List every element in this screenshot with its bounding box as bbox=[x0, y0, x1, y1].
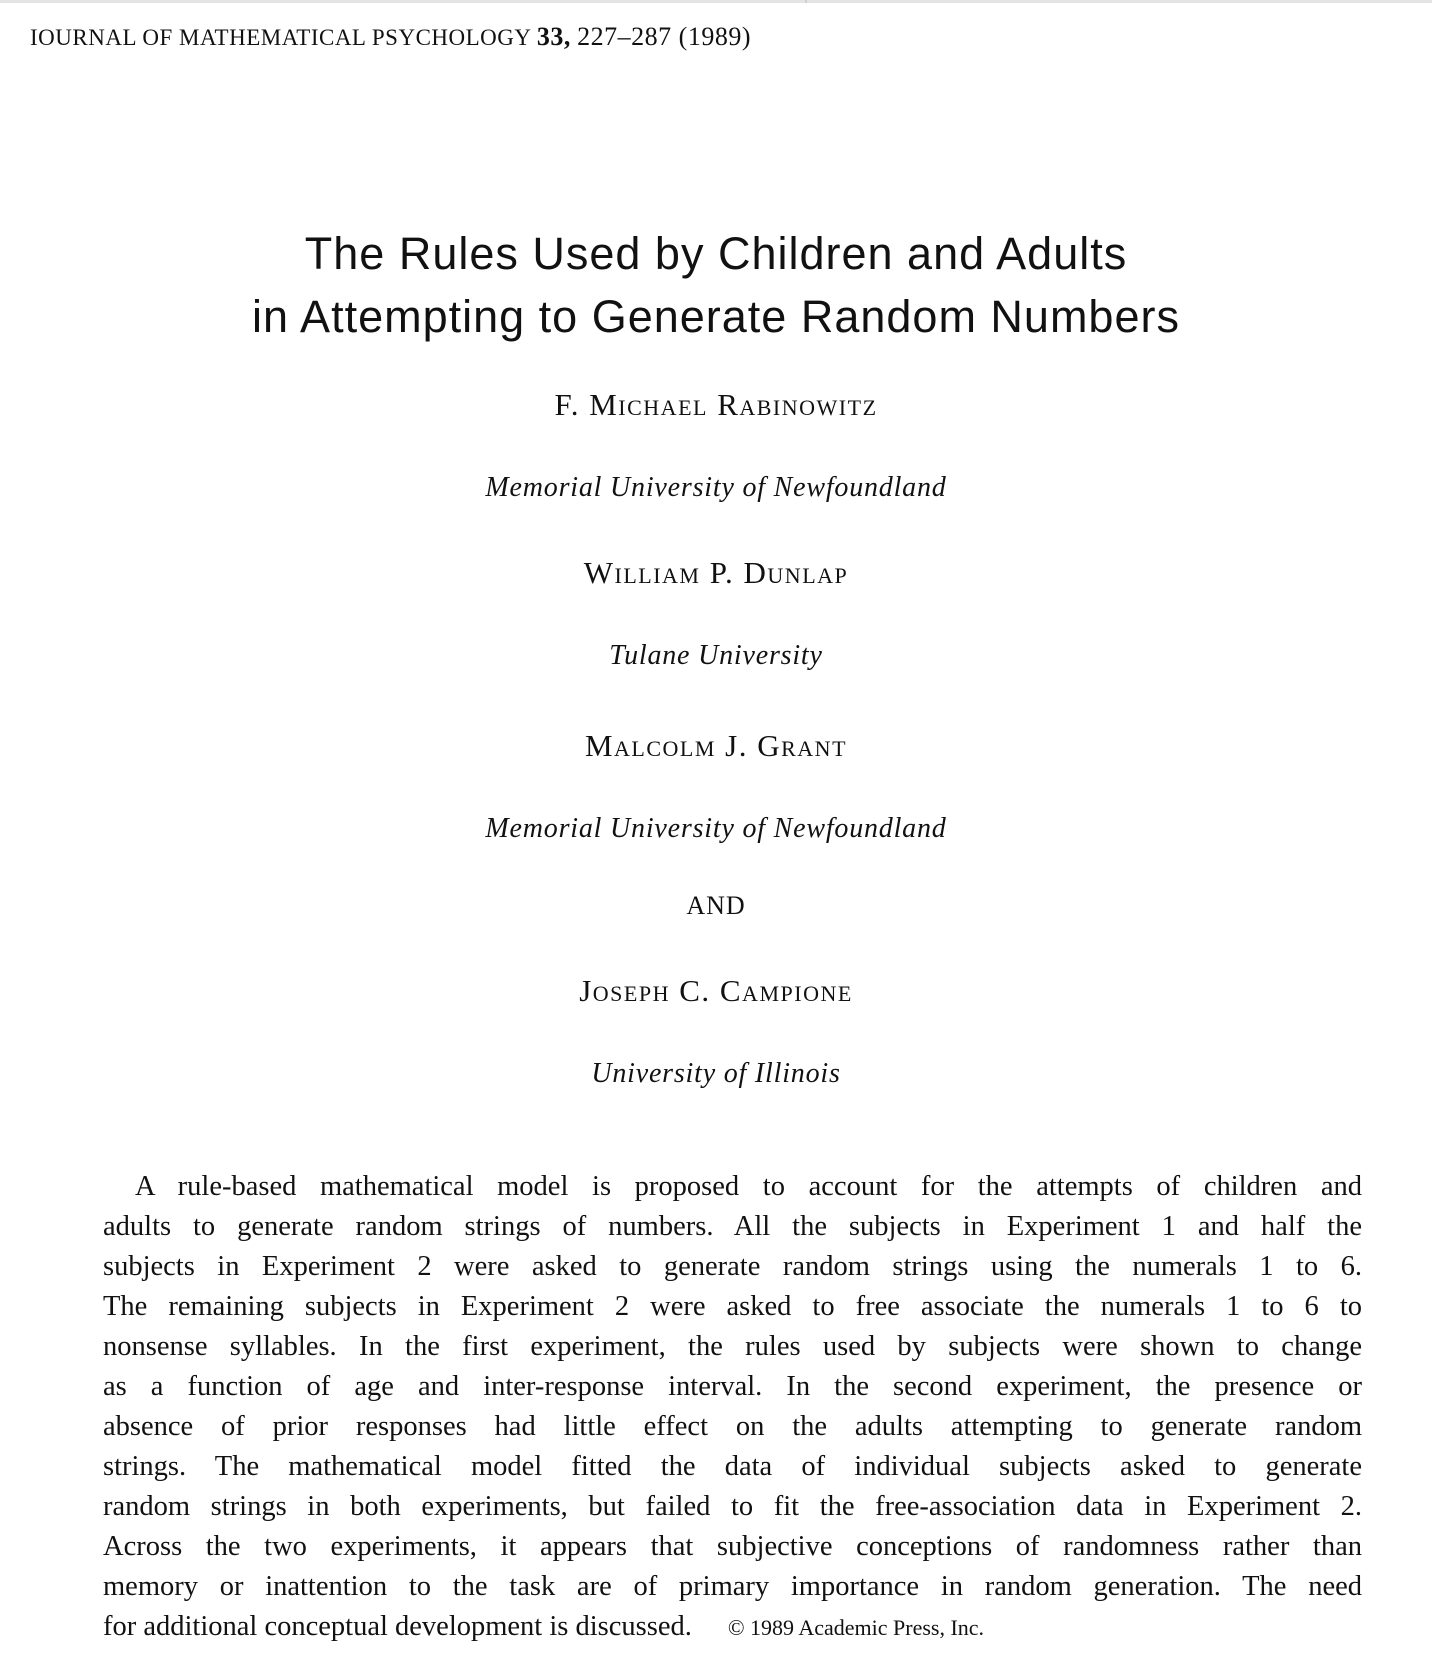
author-name: Joseph C. Campione bbox=[579, 973, 853, 1008]
author-affiliation: Memorial University of Newfoundland bbox=[485, 472, 947, 503]
abstract-last-line bbox=[103, 1607, 1362, 1648]
abstract-line: The remaining subjects in Experiment 2 were asked to free associate the numerals 1 to 6 to bbox=[103, 1291, 1362, 1322]
abstract-line: random strings in both experiments, but failed to fit the free-association data in Experiment 2. bbox=[103, 1491, 1362, 1522]
author-name: Malcolm J. Grant bbox=[584, 728, 848, 763]
abstract bbox=[103, 1167, 1362, 1648]
journal-name: IOURNAL OF MATHEMATICAL PSYCHOLOGY bbox=[30, 25, 531, 50]
author-name: F. Michael Rabinowitz bbox=[554, 387, 878, 422]
abstract-line: nonsense syllables. In the first experiment, the rules used by subjects were shown to change bbox=[103, 1331, 1362, 1362]
abstract-line: for additional conceptual development is discussed. bbox=[103, 1611, 692, 1642]
author-affiliation: University of Illinois bbox=[591, 1058, 841, 1089]
abstract-line: absence of prior responses had little effect on the adults attempting to generate random bbox=[103, 1411, 1362, 1442]
abstract-line: as a function of age and inter-response interval. In the second experiment, the presence or bbox=[103, 1371, 1362, 1402]
journal-header bbox=[30, 22, 751, 52]
abstract-line: subjects in Experiment 2 were asked to generate random strings using the numerals 1 to 6. bbox=[103, 1251, 1362, 1282]
abstract-line: A rule-based mathematical model is proposed to account for the attempts of children and bbox=[135, 1171, 1362, 1202]
abstract-line: memory or inattention to the task are of primary importance in random generation. The need bbox=[103, 1571, 1362, 1602]
paper-title-line-1: The Rules Used by Children and Adults bbox=[304, 228, 1128, 279]
divider bbox=[805, 0, 807, 3]
and-separator: AND bbox=[686, 891, 746, 920]
author-name: William P. Dunlap bbox=[583, 555, 849, 590]
author-affiliation: Memorial University of Newfoundland bbox=[485, 813, 947, 844]
copyright-notice: © 1989 Academic Press, Inc. bbox=[727, 1615, 985, 1640]
abstract-line: strings. The mathematical model fitted the data of individual subjects asked to generate bbox=[103, 1451, 1362, 1482]
journal-volume: 33, bbox=[536, 22, 571, 51]
journal-pages: 227–287 (1989) bbox=[577, 22, 751, 51]
viewer-top-border bbox=[0, 0, 1432, 3]
abstract-line: Across the two experiments, it appears that subjective conceptions of randomness rather than bbox=[103, 1531, 1362, 1562]
abstract-line: adults to generate random strings of numbers. All the subjects in Experiment 1 and half the bbox=[103, 1211, 1362, 1242]
author-affiliation: Tulane University bbox=[609, 640, 823, 671]
paper-title-line-2: in Attempting to Generate Random Numbers bbox=[252, 291, 1180, 342]
